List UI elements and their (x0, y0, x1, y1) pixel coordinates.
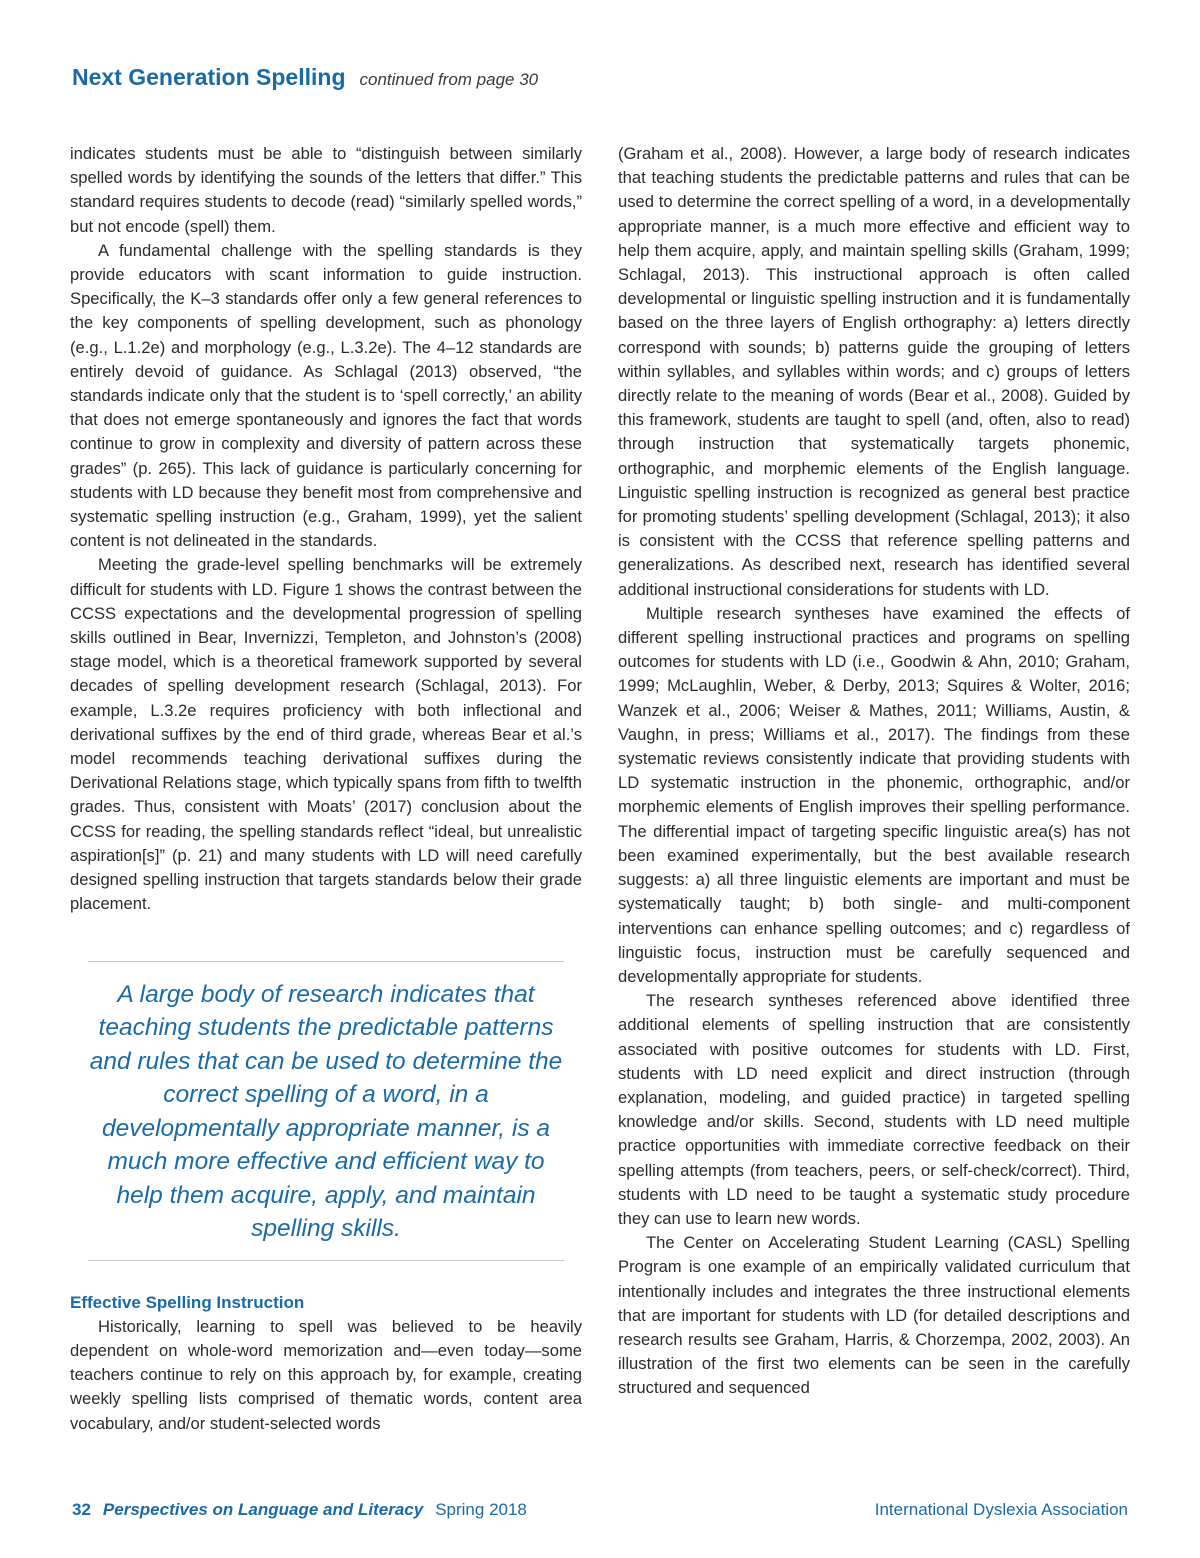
right-column (618, 142, 1130, 1401)
issue-date: Spring 2018 (435, 1500, 527, 1519)
section-heading: Effective Spelling Instruction (70, 1292, 305, 1312)
journal-title: Perspectives on Language and Literacy (102, 1500, 424, 1519)
body-paragraph: Meeting the grade-level spelling benchmarks will be extremely difficult for students with LD. Figure 1 shows the contrast between the CCSS expectations and the developmental progression of spelling skills outlined in Bear, Invernizzi, Templeton, and Johnston’s (2008) stage model, which is a theoretical framework supported by several decades of spelling development research (Schlagal, 2013). For example, L.3.2e requires proficiency with both inflectional and derivational suffixes by the end of third grade, whereas Bear et al.’s model recommends teaching derivational suffixes during the Derivational Relations stage, which typically spans from fifth to twelfth grades. Thus, consistent with Moats’ (2017) conclusion about the CCSS for reading, the spelling standards reflect “ideal, but unrealistic aspiration[s]” (p. 21) and many students with LD will need carefully designed spelling instruction that targets standards below their grade placement. (70, 555, 582, 914)
body-paragraph: The research syntheses referenced above identified three additional elements of spelling instruction that are consistently associated with positive outcomes for students with LD. First, students with LD need explicit and direct instruction (through explanation, modeling, and guided practice) in targeted spelling knowledge and/or skills. Second, students with LD need multiple practice opportunities with immediate corrective feedback on their spelling attempts (from teachers, peers, or self-check/correct). Third, students with LD need to be taught a systematic study procedure they can use to learn new words. (618, 991, 1130, 1228)
pull-quote-text: A large body of research indicates that teaching students the predictable patterns and rules that can be used to determine the correct spelling of a word, in a developmentally appropriate manner, is a much more effective and efficient way to help them acquire, apply, and maintain spelling skills. (89, 980, 563, 1242)
left-column (70, 142, 582, 1436)
body-paragraph: indicates students must be able to “distinguish between similarly spelled words by identifying the sounds of the letters that differ.” This standard requires students to decode (read) “similarly spelled words,” but not encode (spell) them. (70, 144, 582, 236)
body-paragraph: (Graham et al., 2008). However, a large body of research indicates that teaching students the predictable patterns and rules that can be used to determine the correct spelling of a word, in a developmentally appropriate manner, is a much more effective and efficient way to help them acquire, apply, and maintain spelling skills (Graham, 1999; Schlagal, 2013). This instructional approach is often called developmental or linguistic spelling instruction and it is fundamentally based on the three layers of English orthography: a) letters directly correspond with sounds; b) patterns guide the grouping of letters within syllables, and syllables within words; and c) groups of letters directly relate to the meaning of words (Bear et al., 2008). Guided by this framework, students are taught to spell (and, often, also to read) through instruction that systematically targets phonemic, orthographic, and morphemic elements of the English language. Linguistic spelling instruction is recognized as general best practice for promoting students’ spelling development (Schlagal, 2013); it also is consistent with the CCSS that reference spelling patterns and generalizations. As described next, research has identified several additional instructional considerations for students with LD. (618, 144, 1130, 599)
body-paragraph: The Center on Accelerating Student Learning (CASL) Spelling Program is one example of an empirically validated curriculum that intentionally includes and integrates the three instructional elements that are important for students with LD (for detailed descriptions and research results see Graham, Harris, & Chorzempa, 2002, 2003). An illustration of the first two elements can be seen in the carefully structured and sequenced (618, 1233, 1130, 1398)
pull-quote (88, 961, 564, 1261)
article-title: Next Generation Spelling (72, 64, 346, 90)
running-header (72, 64, 538, 91)
continued-note: continued from page 30 (359, 70, 539, 89)
page-number: 32 (72, 1500, 91, 1519)
body-paragraph: Historically, learning to spell was believed to be heavily dependent on whole-word memorization and—even today—some teachers continue to rely on this approach by, for example, creating weekly spelling lists comprised of thematic words, content area vocabulary, and/or student-selected words (70, 1316, 582, 1433)
body-paragraph: A fundamental challenge with the spelling standards is they provide educators with scant information to guide instruction. Specifically, the K–3 standards offer only a few general references to the key components of spelling development, such as phonology (e.g., L.1.2e) and morphology (e.g., L.3.2e). The 4–12 standards are entirely devoid of guidance. As Schlagal (2013) observed, “the standards indicate only that the student is to ‘spell correctly,’ an ability that does not emerge spontaneously and ignores the fact that words continue to grow in complexity and diversity of pattern across these grades” (p. 265). This lack of guidance is particularly concerning for students with LD because they benefit most from comprehensive and systematic spelling instruction (e.g., Graham, 1999), yet the salient content is not delineated in the standards. (70, 240, 582, 551)
footer-left (72, 1500, 527, 1520)
page-footer (72, 1500, 1128, 1520)
publisher-name: International Dyslexia Association (874, 1500, 1128, 1519)
body-paragraph: Multiple research syntheses have examined the effects of different spelling instructional practices and programs on spelling outcomes for students with LD (i.e., Goodwin & Ahn, 2010; Graham, 1999; McLaughlin, Weber, & Derby, 2013; Squires & Wolter, 2016; Wanzek et al., 2006; Weiser & Mathes, 2011; Williams, Austin, & Vaughn, in press; Williams et al., 2017). The findings from these systematic reviews consistently indicate that providing students with LD systematic instruction in the phonemic, orthographic, and/or morphemic elements of English improves their spelling performance. The differential impact of targeting specific linguistic area(s) has not been examined experimentally, but the best available research suggests: a) all three linguistic elements are important and must be systematically taught; b) both single- and multi-component interventions can enhance spelling outcomes; and c) regardless of linguistic focus, instruction must be carefully sequenced and developmentally appropriate for students. (618, 603, 1130, 986)
